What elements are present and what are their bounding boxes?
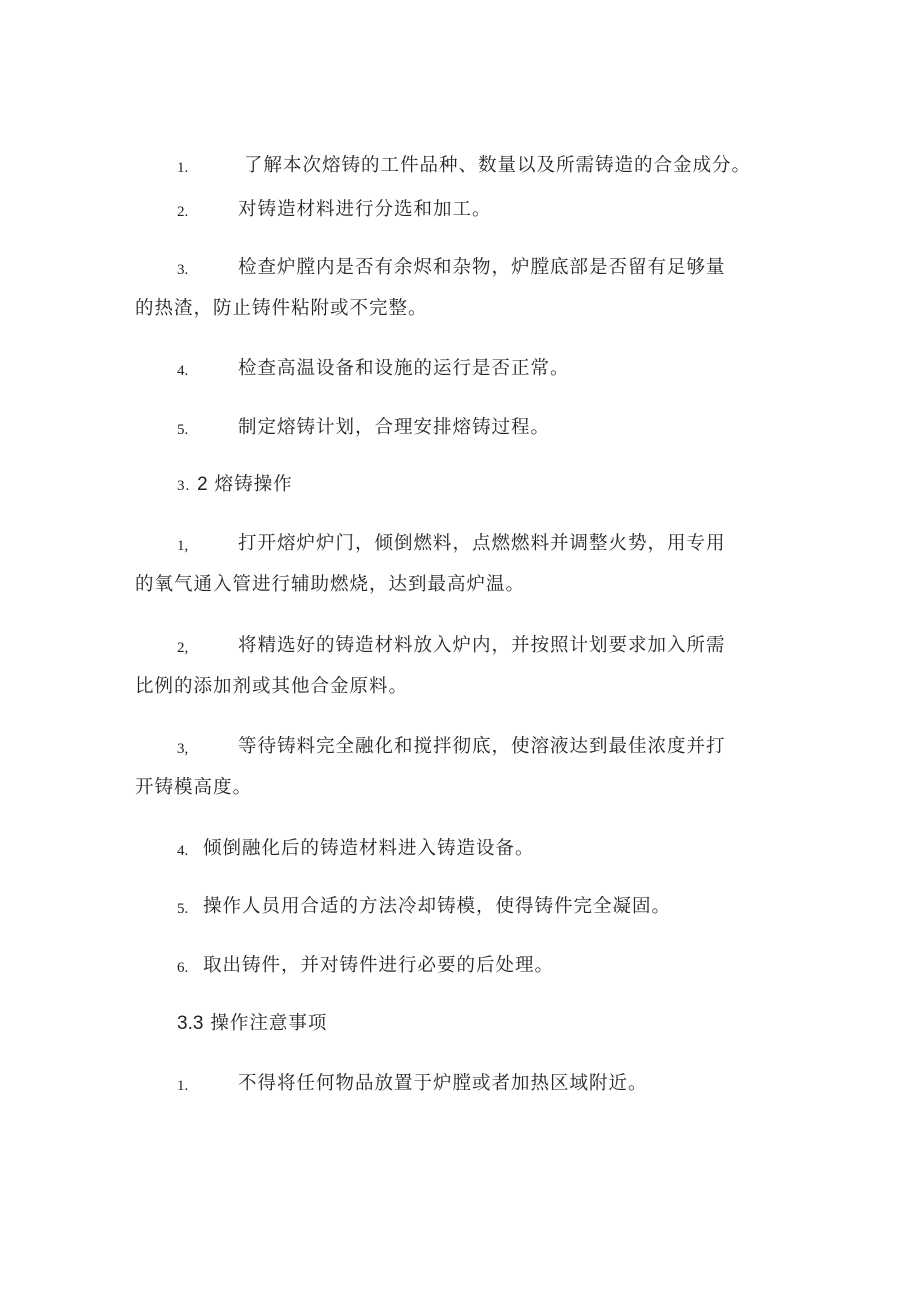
section-3-2-heading [177,473,293,498]
note-item-1-text: 不得将任何物品放置于炉膛或者加热区域附近。 [238,1073,648,1094]
prep-item-3-text-line-2: 的热渣，防止铸件粘附或不完整。 [135,298,428,319]
section-3-2-number-prefix: 3. [177,478,191,494]
op-item-6-number: 6. [177,960,189,976]
section-3-3-title: 操作注意事项 [210,1013,328,1034]
op-item-2-text-line-2: 比例的添加剂或其他合金原料。 [135,676,409,697]
prep-item-3-number: 3. [177,262,189,278]
op-item-3-text-line-1: 等待铸料完全融化和搅拌彻底，使溶液达到最佳浓度并打 [238,736,726,757]
op-item-2-text-line-1: 将精选好的铸造材料放入炉内，并按照计划要求加入所需 [238,635,726,656]
section-3-3-heading [177,1012,327,1036]
prep-item-1-number: 1. [177,160,189,176]
prep-item-5-number: 5. [177,422,189,438]
prep-item-5-text: 制定熔铸计划，合理安排熔铸过程。 [238,417,551,438]
section-3-3-number: 3.3 [177,1013,204,1034]
prep-item-3-text-line-1: 检查炉膛内是否有余烬和杂物，炉膛底部是否留有足够量 [238,257,726,278]
prep-item-2-text: 对铸造材料进行分选和加工。 [238,199,492,220]
op-item-3-text-line-2: 开铸模高度。 [135,777,253,798]
prep-item-1-text: 了解本次熔铸的工件品种、数量以及所需铸造的合金成分。 [244,155,752,176]
op-item-1-text-line-1: 打开熔炉炉门，倾倒燃料，点燃燃料并调整火势，用专用 [238,533,726,554]
op-item-5-text: 操作人员用合适的方法冷却铸模，使得铸件完全凝固。 [203,896,672,917]
op-item-1-text-line-2: 的氧气通入管进行辅助燃烧，达到最高炉温。 [135,574,526,595]
prep-item-4-text: 检查高温设备和设施的运行是否正常。 [238,358,570,379]
op-item-6-text: 取出铸件，并对铸件进行必要的后处理。 [203,955,555,976]
prep-item-4-number: 4. [177,363,189,379]
section-3-2-title: 熔铸操作 [214,474,293,495]
op-item-4-text: 倾倒融化后的铸造材料进入铸造设备。 [203,838,535,859]
op-item-5-number: 5. [177,901,189,917]
op-item-1-number: 1, [177,538,189,554]
op-item-3-number: 3, [177,741,189,757]
section-3-2-number-suffix: 2 [197,474,208,495]
prep-item-2-number: 2. [177,204,189,220]
op-item-2-number: 2, [177,640,189,656]
op-item-4-number: 4. [177,843,189,859]
note-item-1-number: 1. [177,1078,189,1094]
